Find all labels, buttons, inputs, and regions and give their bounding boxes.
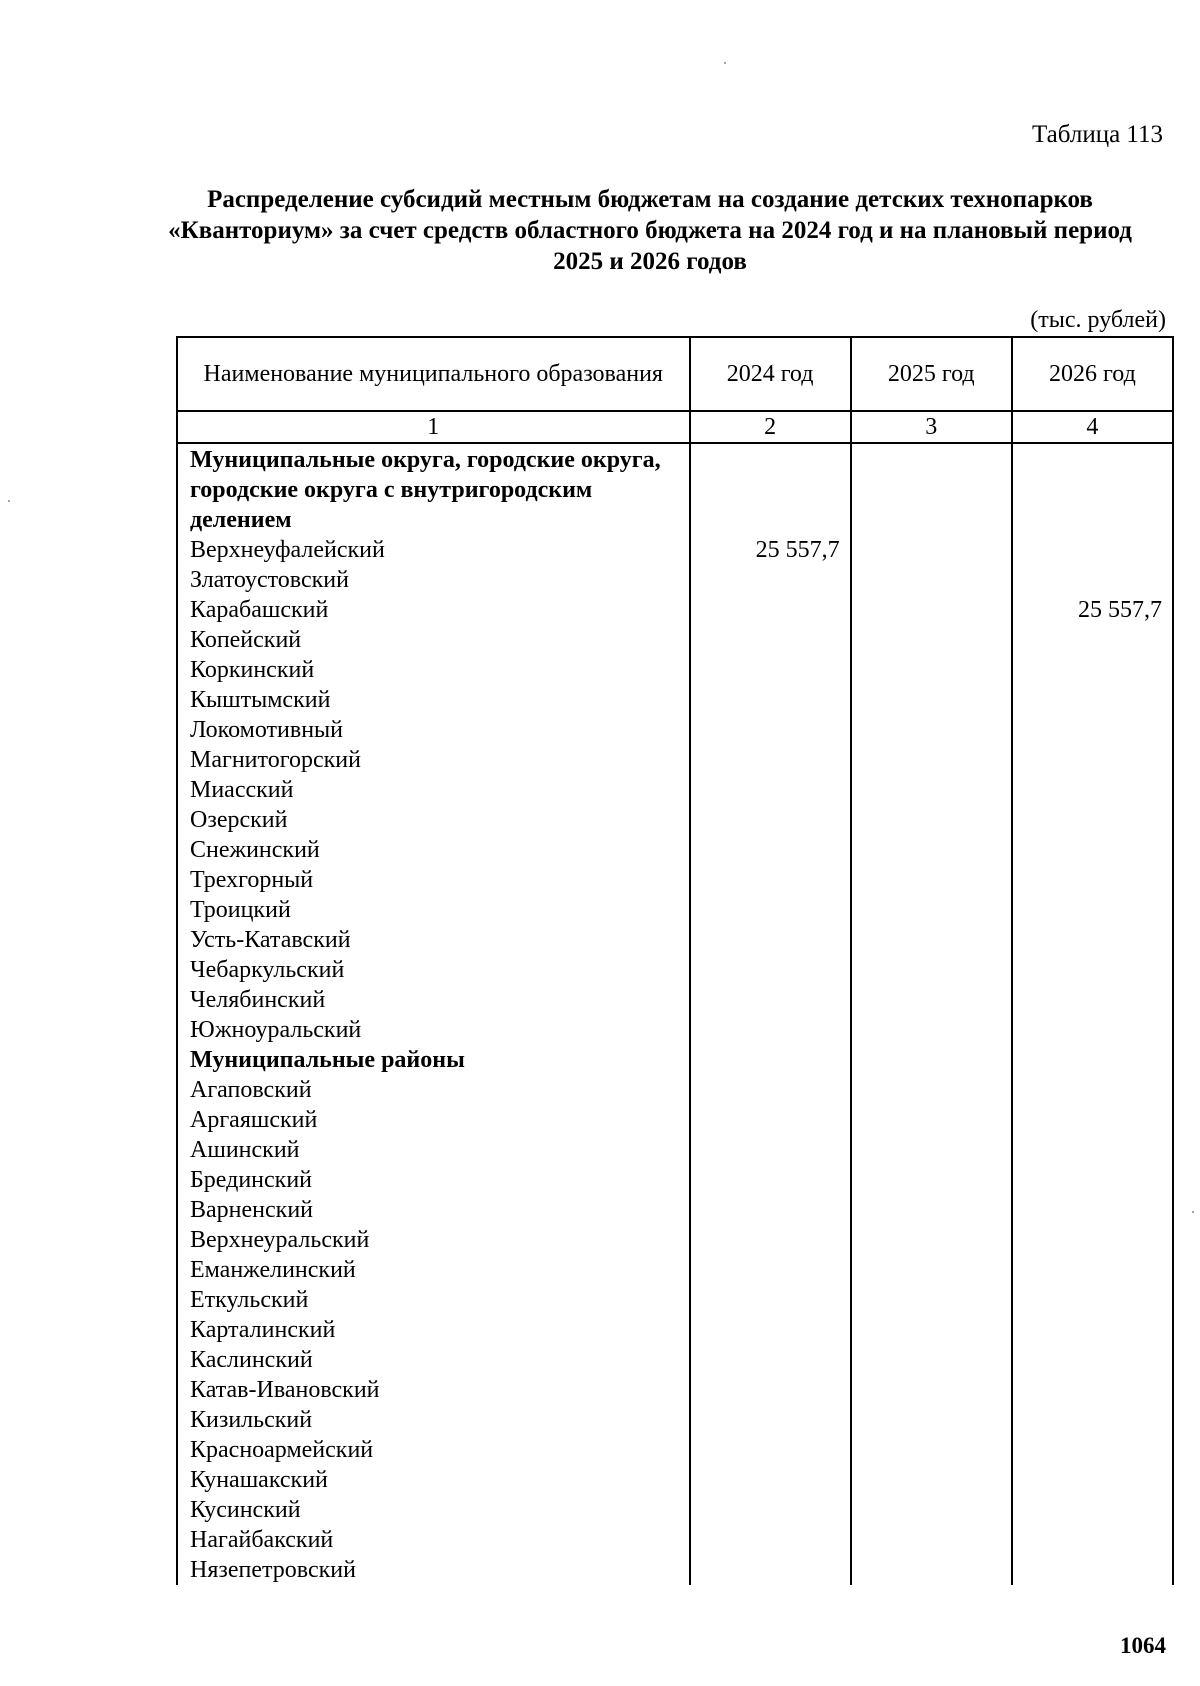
municipality-cell: Еткульский (177, 1285, 690, 1315)
value-2026-cell (1012, 1075, 1173, 1105)
value-2024-cell (690, 1405, 851, 1435)
column-number-row (177, 411, 1173, 443)
table-row (177, 1435, 1173, 1465)
value-2024-cell (690, 925, 851, 955)
table-row (177, 565, 1173, 595)
section-row (177, 443, 1173, 535)
value-2025-cell (851, 985, 1012, 1015)
value-2026-cell (1012, 565, 1173, 595)
table-row (177, 1375, 1173, 1405)
municipality-cell: Миасский (177, 775, 690, 805)
table-row (177, 805, 1173, 835)
table-row (177, 1315, 1173, 1345)
value-2024-cell (690, 625, 851, 655)
municipality-cell: Кизильский (177, 1405, 690, 1435)
value-2026-cell (1012, 443, 1173, 535)
table-row (177, 1075, 1173, 1105)
value-2024-cell (690, 1255, 851, 1285)
value-2024-cell (690, 1045, 851, 1075)
value-2026-cell (1012, 1135, 1173, 1165)
value-2026-cell (1012, 1165, 1173, 1195)
value-2024-cell (690, 985, 851, 1015)
value-2026-cell (1012, 1195, 1173, 1225)
value-2024-cell (690, 775, 851, 805)
value-2026-cell (1012, 1255, 1173, 1285)
value-2025-cell (851, 655, 1012, 685)
value-2025-cell (851, 955, 1012, 985)
value-2026-cell (1012, 895, 1173, 925)
value-2025-cell (851, 1225, 1012, 1255)
value-2026-cell (1012, 535, 1173, 565)
municipality-cell: Озерский (177, 805, 690, 835)
value-2026-cell (1012, 835, 1173, 865)
column-number: 1 (177, 411, 690, 443)
table-row (177, 1015, 1173, 1045)
municipality-cell: Магнитогорский (177, 745, 690, 775)
value-2025-cell (851, 1015, 1012, 1045)
table-row (177, 715, 1173, 745)
value-2025-cell (851, 565, 1012, 595)
table-row (177, 595, 1173, 625)
table-row (177, 925, 1173, 955)
value-2026-cell (1012, 745, 1173, 775)
header-2025: 2025 год (851, 337, 1012, 411)
table-row (177, 1285, 1173, 1315)
value-2024-cell (690, 1315, 851, 1345)
value-2024-cell (690, 1435, 851, 1465)
municipality-cell: Коркинский (177, 655, 690, 685)
header-row (177, 337, 1173, 411)
municipality-cell: Челябинский (177, 985, 690, 1015)
value-2024-cell (690, 955, 851, 985)
section-row (177, 1045, 1173, 1075)
municipality-cell: Варненский (177, 1195, 690, 1225)
column-number: 4 (1012, 411, 1173, 443)
municipality-cell: Каслинский (177, 1345, 690, 1375)
municipality-cell: Карабашский (177, 595, 690, 625)
municipality-cell: Красноармейский (177, 1435, 690, 1465)
header-2024: 2024 год (690, 337, 851, 411)
value-2025-cell (851, 595, 1012, 625)
value-2025-cell (851, 835, 1012, 865)
value-2024-cell (690, 1495, 851, 1525)
value-2024-cell (690, 745, 851, 775)
table-row (177, 1105, 1173, 1135)
table-row (177, 625, 1173, 655)
value-2025-cell (851, 805, 1012, 835)
value-2024-cell (690, 565, 851, 595)
municipality-cell: Ашинский (177, 1135, 690, 1165)
value-2026-cell (1012, 1555, 1173, 1585)
table-row (177, 1345, 1173, 1375)
municipality-cell: Аргаяшский (177, 1105, 690, 1135)
value-2025-cell (851, 1345, 1012, 1375)
municipality-cell: Нязепетровский (177, 1555, 690, 1585)
value-2024-cell (690, 443, 851, 535)
municipality-cell: Муниципальные округа, городские округа, городские округа с внутригородским делением (177, 443, 690, 535)
column-number: 2 (690, 411, 851, 443)
value-2024-cell (690, 1225, 851, 1255)
value-2026-cell (1012, 1045, 1173, 1075)
scan-speck (1192, 1211, 1194, 1213)
value-2026-cell (1012, 715, 1173, 745)
value-2024-cell (690, 715, 851, 745)
value-2025-cell (851, 443, 1012, 535)
value-2025-cell (851, 1135, 1012, 1165)
value-2025-cell (851, 775, 1012, 805)
municipality-cell: Трехгорный (177, 865, 690, 895)
value-2024-cell (690, 1345, 851, 1375)
value-2026-cell (1012, 1015, 1173, 1045)
municipality-cell: Кыштымский (177, 685, 690, 715)
municipality-cell: Локомотивный (177, 715, 690, 745)
value-2024-cell (690, 1285, 851, 1315)
table-row (177, 1405, 1173, 1435)
value-2024-cell (690, 1015, 851, 1045)
value-2025-cell (851, 1525, 1012, 1555)
municipality-cell: Карталинский (177, 1315, 690, 1345)
table-row (177, 1555, 1173, 1585)
column-number: 3 (851, 411, 1012, 443)
value-2026-cell (1012, 1225, 1173, 1255)
municipality-cell: Южноуральский (177, 1015, 690, 1045)
value-2026-cell (1012, 1345, 1173, 1375)
value-2024-cell (690, 655, 851, 685)
municipality-cell: Кунашакский (177, 1465, 690, 1495)
value-2026-cell (1012, 1285, 1173, 1315)
value-2026-cell (1012, 685, 1173, 715)
value-2025-cell (851, 925, 1012, 955)
table-row (177, 1495, 1173, 1525)
subsidy-table (176, 336, 1174, 1585)
value-2025-cell (851, 1105, 1012, 1135)
value-2024-cell (690, 1525, 851, 1555)
municipality-cell: Снежинский (177, 835, 690, 865)
value-2024-cell (690, 805, 851, 835)
value-2025-cell (851, 865, 1012, 895)
value-2025-cell (851, 1375, 1012, 1405)
municipality-cell: Копейский (177, 625, 690, 655)
value-2025-cell (851, 1315, 1012, 1345)
value-2024-cell (690, 1465, 851, 1495)
table-row (177, 685, 1173, 715)
scan-speck (724, 62, 726, 64)
page-number: 1064 (1120, 1633, 1166, 1658)
table-row (177, 955, 1173, 985)
value-2024-cell (690, 1075, 851, 1105)
value-2024-cell (690, 595, 851, 625)
value-2024-cell (690, 1105, 851, 1135)
table-row (177, 835, 1173, 865)
scan-speck (8, 500, 10, 502)
value-2026-cell (1012, 625, 1173, 655)
table-row (177, 775, 1173, 805)
municipality-cell: Брединский (177, 1165, 690, 1195)
value-2024-cell (690, 895, 851, 925)
header-municipality: Наименование муниципального образования (177, 337, 690, 411)
value-2025-cell (851, 1465, 1012, 1495)
table-row (177, 745, 1173, 775)
value-2026-cell (1012, 1435, 1173, 1465)
value-2025-cell (851, 1075, 1012, 1105)
table-row (177, 985, 1173, 1015)
value-2026-cell: 25 557,7 (1012, 595, 1173, 625)
value-2026-cell (1012, 925, 1173, 955)
municipality-cell: Нагайбакский (177, 1525, 690, 1555)
table-row (177, 655, 1173, 685)
municipality-cell: Усть-Катавский (177, 925, 690, 955)
value-2025-cell (851, 1405, 1012, 1435)
value-2026-cell (1012, 775, 1173, 805)
table-row (177, 1525, 1173, 1555)
municipality-cell: Верхнеуфалейский (177, 535, 690, 565)
table-row (177, 1135, 1173, 1165)
table-row (177, 865, 1173, 895)
table-label: Таблица 113 (1032, 121, 1163, 148)
municipality-cell: Муниципальные районы (177, 1045, 690, 1075)
value-2026-cell (1012, 1105, 1173, 1135)
value-2026-cell (1012, 805, 1173, 835)
municipality-cell: Златоустовский (177, 565, 690, 595)
table-row (177, 1255, 1173, 1285)
municipality-cell: Кусинский (177, 1495, 690, 1525)
municipality-cell: Верхнеуральский (177, 1225, 690, 1255)
value-2025-cell (851, 1045, 1012, 1075)
table-row (177, 1195, 1173, 1225)
value-2026-cell (1012, 1525, 1173, 1555)
value-2025-cell (851, 1255, 1012, 1285)
value-2026-cell (1012, 1465, 1173, 1495)
table-row (177, 535, 1173, 565)
value-2026-cell (1012, 1375, 1173, 1405)
value-2025-cell (851, 745, 1012, 775)
municipality-cell: Катав-Ивановский (177, 1375, 690, 1405)
table-body (177, 443, 1173, 1585)
value-2025-cell (851, 625, 1012, 655)
table-row (177, 1465, 1173, 1495)
table-row (177, 1225, 1173, 1255)
value-2025-cell (851, 535, 1012, 565)
value-2025-cell (851, 1495, 1012, 1525)
value-2025-cell (851, 1165, 1012, 1195)
units-note: (тыс. рублей) (1030, 307, 1166, 333)
value-2024-cell (690, 1195, 851, 1225)
table-title: Распределение субсидий местным бюджетам на создание детских технопарков «Кванториум» за счет средств областного бюджета на 2024 год и на плановый период 2025 и 2026 годов (168, 186, 1132, 275)
value-2025-cell (851, 1195, 1012, 1225)
header-2026: 2026 год (1012, 337, 1173, 411)
municipality-cell: Агаповский (177, 1075, 690, 1105)
value-2024-cell: 25 557,7 (690, 535, 851, 565)
value-2025-cell (851, 1435, 1012, 1465)
value-2025-cell (851, 1555, 1012, 1585)
value-2026-cell (1012, 1315, 1173, 1345)
value-2024-cell (690, 1375, 851, 1405)
value-2026-cell (1012, 1495, 1173, 1525)
value-2026-cell (1012, 1405, 1173, 1435)
value-2025-cell (851, 715, 1012, 745)
value-2024-cell (690, 1555, 851, 1585)
value-2024-cell (690, 1165, 851, 1195)
value-2026-cell (1012, 985, 1173, 1015)
value-2025-cell (851, 895, 1012, 925)
value-2024-cell (690, 685, 851, 715)
value-2024-cell (690, 1135, 851, 1165)
value-2026-cell (1012, 655, 1173, 685)
table-row (177, 1165, 1173, 1195)
municipality-cell: Чебаркульский (177, 955, 690, 985)
value-2025-cell (851, 1285, 1012, 1315)
value-2026-cell (1012, 865, 1173, 895)
municipality-cell: Еманжелинский (177, 1255, 690, 1285)
value-2024-cell (690, 865, 851, 895)
value-2024-cell (690, 835, 851, 865)
municipality-cell: Троицкий (177, 895, 690, 925)
table-row (177, 895, 1173, 925)
value-2026-cell (1012, 955, 1173, 985)
value-2025-cell (851, 685, 1012, 715)
